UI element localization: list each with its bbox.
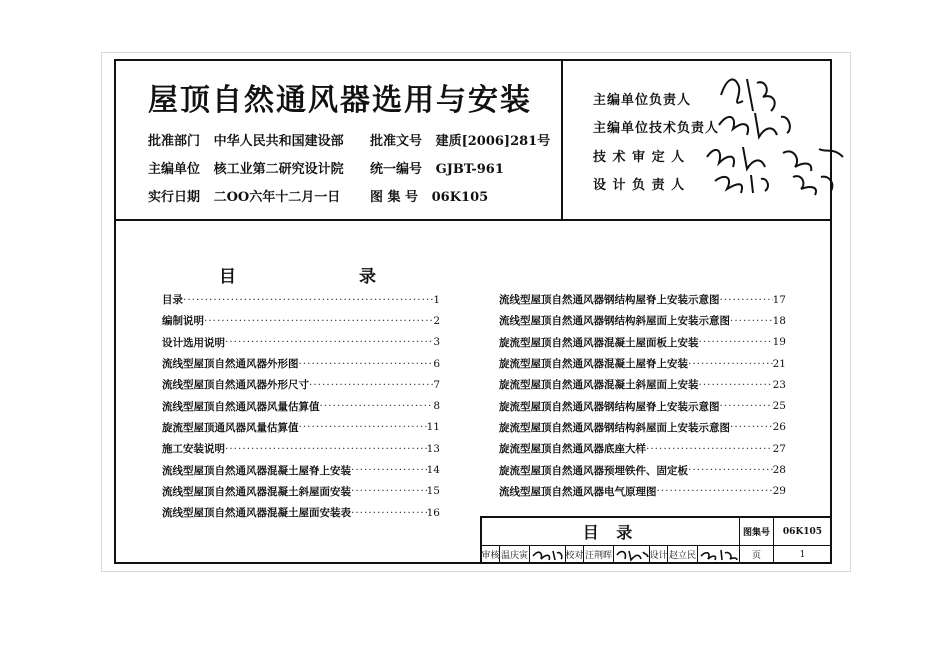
title-block-name: 目 录 [482, 518, 740, 546]
role-label-check: 校对 [566, 546, 584, 563]
toc-item[interactable]: 施工安装说明 ····· 13 [162, 438, 440, 459]
toc-item[interactable]: 旋流型屋顶自然通风器混凝土屋面板上安装 ····· 19 [499, 332, 786, 353]
toc-item[interactable]: 流线型屋顶自然通风器电气原理图 ····· 29 [499, 481, 786, 502]
info-value: 二OO六年十二月一日 [213, 190, 341, 205]
toc-item[interactable]: 旋流型屋顶自然通风器混凝土斜屋面上安装 ····· 23 [499, 374, 786, 395]
header-info-panel [116, 61, 563, 221]
responsible-label: 主编单位负责人 [593, 93, 692, 108]
toc-item[interactable]: 流线型屋顶自然通风器混凝土斜屋面安装 ····· 15 [162, 481, 440, 502]
toc-item[interactable]: 流线型屋顶自然通风器钢结构斜屋面上安装示意图 ····· 18 [499, 310, 786, 331]
responsible-tech [593, 117, 719, 136]
responsible-chief-unit [593, 89, 691, 108]
info-label: 批准文号 [370, 134, 423, 149]
responsible-label: 设 计 负 责 人 [593, 178, 686, 193]
role-name-design: 赵立民 [668, 546, 698, 563]
responsible-label: 主编单位技术负责人 [593, 121, 720, 136]
drawing-frame [114, 59, 832, 564]
role-label-design: 设计 [650, 546, 668, 563]
role-signature-design [698, 546, 740, 563]
toc-item[interactable]: 流线型屋顶自然通风器混凝土屋面安装表 ····· 16 [162, 502, 440, 523]
title-block-atlas-label: 图集号 [740, 518, 774, 546]
role-name-check: 汪荆晖 [584, 546, 614, 563]
toc-item[interactable]: 旋流型屋顶通风器风量估算值 ····· 11 [162, 417, 440, 438]
signature-review [531, 547, 565, 562]
toc-item[interactable]: 流线型屋顶自然通风器钢结构屋脊上安装示意图 ····· 17 [499, 289, 786, 310]
info-label: 主编单位 [148, 162, 201, 177]
toc-item[interactable]: 流线型屋顶自然通风器风量估算值 ····· 8 [162, 395, 440, 416]
info-approval-no [370, 130, 550, 149]
role-name-review: 温庆寅 [500, 546, 530, 563]
info-value: 建质[2006]281号 [435, 134, 551, 149]
info-label: 批准部门 [148, 134, 201, 149]
info-label: 图 集 号 [370, 190, 419, 205]
signature-check [615, 547, 649, 562]
title-block [480, 516, 831, 563]
toc-item[interactable]: 旋流型屋顶自然通风器底座大样 ····· 27 [499, 438, 786, 459]
info-value: GJBT-961 [435, 162, 504, 177]
responsible-reviewer [593, 146, 685, 165]
toc-item[interactable]: 编制说明 ····· 2 [162, 310, 440, 331]
responsible-designer [593, 174, 685, 193]
signature-reviewer [703, 139, 853, 175]
info-approval-dept [148, 130, 344, 149]
info-effective-date [148, 186, 340, 205]
info-atlas-no [370, 186, 488, 205]
responsible-label: 技 术 审 定 人 [593, 150, 686, 165]
toc-item[interactable]: 旋流型屋顶自然通风器预埋铁件、固定板 ····· 28 [499, 459, 786, 480]
toc-item[interactable]: 目录 ····· 1 [162, 289, 440, 310]
toc-left-column [162, 289, 440, 523]
info-value: 06K105 [431, 190, 489, 205]
toc-item[interactable]: 流线型屋顶自然通风器外形尺寸 ····· 7 [162, 374, 440, 395]
info-value: 中华人民共和国建设部 [213, 134, 344, 149]
info-unified-no [370, 158, 504, 177]
signature-chief-unit [713, 67, 823, 123]
toc-item[interactable]: 旋流型屋顶自然通风器混凝土屋脊上安装 ····· 21 [499, 353, 786, 374]
role-signature-review [530, 546, 566, 563]
info-label: 统一编号 [370, 162, 423, 177]
title-block-page-no: 1 [799, 549, 806, 560]
toc-item[interactable]: 流线型屋顶自然通风器外形图 ····· 6 [162, 353, 440, 374]
info-value: 核工业第二研究设计院 [213, 162, 344, 177]
responsibles-panel [563, 61, 830, 221]
signature-design [699, 547, 739, 562]
signature-designer [711, 165, 841, 199]
toc-right-column [499, 289, 786, 502]
role-signature-check [614, 546, 650, 563]
atlas-title: 屋顶自然通风器选用与安装 [148, 83, 532, 118]
toc-item[interactable]: 旋流型屋顶自然通风器钢结构斜屋面上安装示意图 ····· 26 [499, 417, 786, 438]
info-chief-unit [148, 158, 344, 177]
info-label: 实行日期 [148, 190, 201, 205]
title-block-page-label: 页 [740, 546, 774, 563]
toc-item[interactable]: 设计选用说明 ····· 3 [162, 332, 440, 353]
role-label-review: 审核 [482, 546, 500, 563]
toc-heading-right: 录 [359, 267, 376, 287]
toc-item[interactable]: 旋流型屋顶自然通风器钢结构屋脊上安装示意图 ····· 25 [499, 395, 786, 416]
toc-item[interactable]: 流线型屋顶自然通风器混凝土屋脊上安装 ····· 14 [162, 459, 440, 480]
title-block-atlas-no: 06K105 [774, 518, 831, 546]
toc-heading-left: 目 [219, 267, 236, 287]
signature-tech [713, 99, 813, 143]
